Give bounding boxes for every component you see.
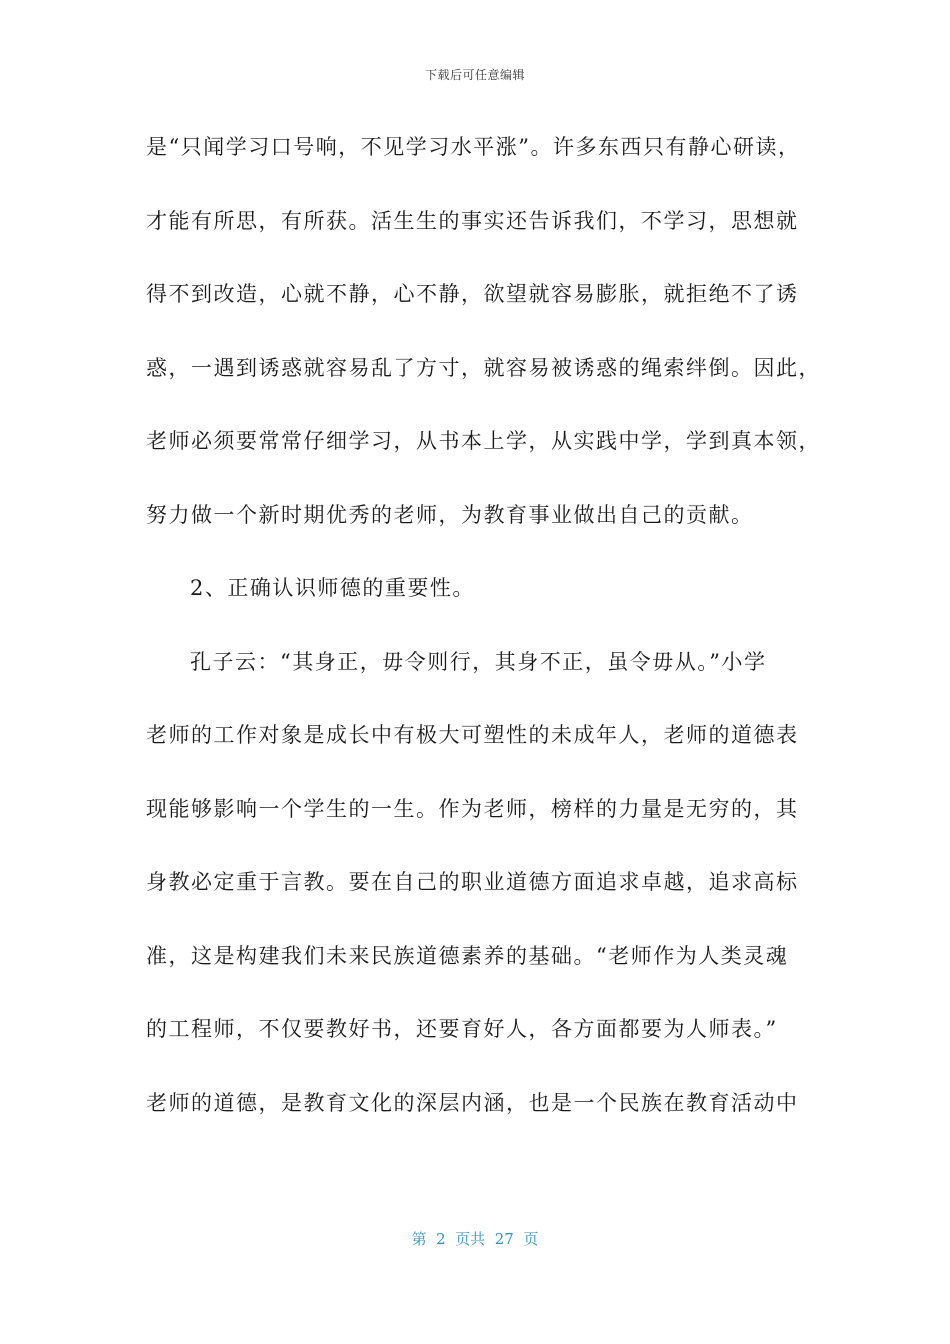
- text-line: 是“只闻学习口号响，不见学习水平涨”。许多东西只有静心研读，: [146, 135, 801, 159]
- text-line: 惑，一遇到诱惑就容易乱了方寸，就容易被诱惑的绳索绊倒。因此，: [146, 355, 821, 380]
- text-line: 的工程师，不仅要教好书，还要育好人，各方面都要为人师表。”: [146, 1017, 778, 1041]
- text-line: 现能够影响一个学生的一生。作为老师，榜样的力量是无穷的，其: [146, 796, 799, 821]
- section-heading: 2、正确认识师德的重要性。: [190, 576, 475, 600]
- document-body: [146, 124, 821, 1153]
- paragraph-start-line: 孔子云：“其身正，毋令则行，其身不正，虽令毋从。”小学: [190, 649, 767, 674]
- header-note: 下载后可任意编辑: [424, 68, 525, 82]
- text-line: 身教必定重于言教。要在自己的职业道德方面追求卓越，追求高标: [146, 870, 799, 894]
- text-line: 老师必须要常常仔细学习，从书本上学，从实践中学，学到真本领，: [146, 429, 821, 453]
- page-number-footer: 第 2 页共 27 页: [411, 1230, 539, 1248]
- text-line: 老师的工作对象是成长中有极大可塑性的未成年人，老师的道德表: [146, 723, 799, 747]
- text-line: 得不到改造，心就不静，心不静，欲望就容易膨胀，就拒绝不了诱: [146, 282, 799, 306]
- text-line: 努力做一个新时期优秀的老师，为教育事业做出自己的贡献。: [146, 502, 754, 527]
- text-line: 才能有所思，有所获。活生生的事实还告诉我们，不学习，思想就: [146, 208, 799, 233]
- text-line: 准，这是构建我们未来民族道德素养的基础。“老师作为人类灵魂: [146, 943, 789, 968]
- text-line: 老师的道德，是教育文化的深层内涵，也是一个民族在教育活动中: [146, 1090, 799, 1115]
